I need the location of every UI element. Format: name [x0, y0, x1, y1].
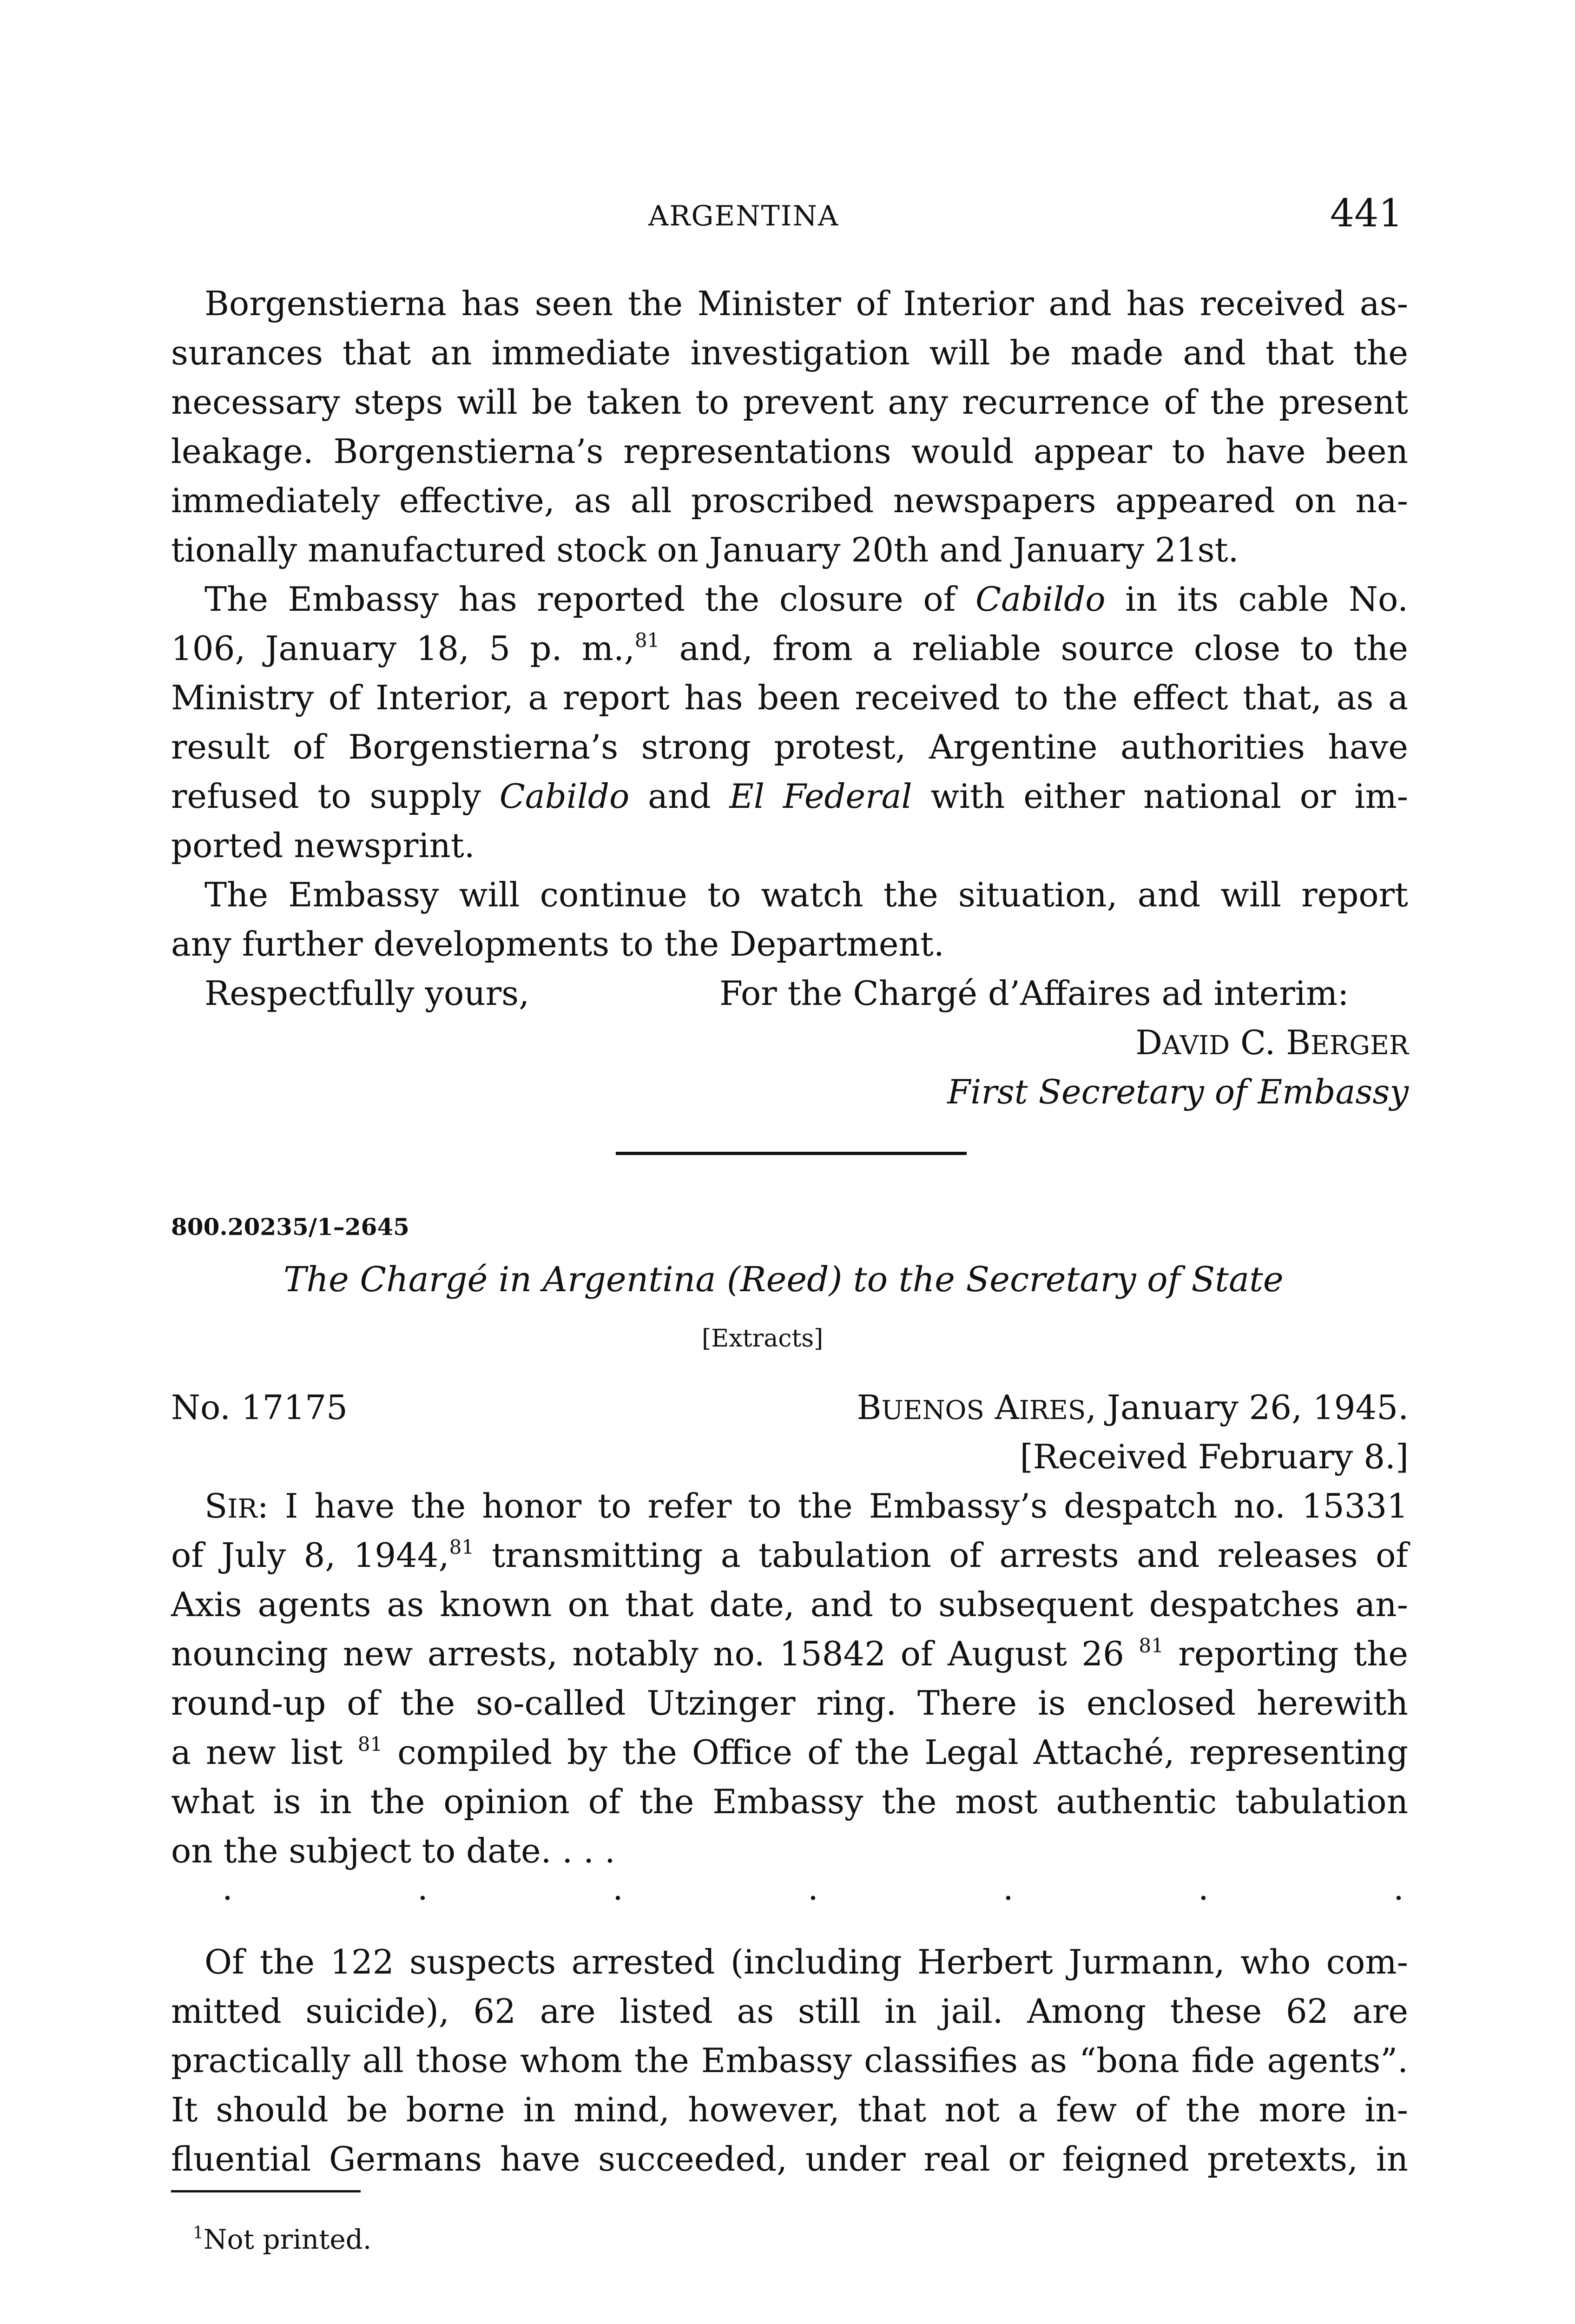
footnote-text: Not printed. — [203, 2224, 372, 2255]
dot: . — [1198, 1868, 1209, 1908]
extracts-label: [Extracts] — [702, 1325, 824, 1353]
text-line: The Embassy will continue to watch the situation, and will report — [204, 875, 1408, 914]
footnote-rule — [171, 2190, 361, 2192]
footnote — [193, 2221, 371, 2258]
place-and-date: BUENOS AIRES, January 26, 1945. — [857, 1388, 1409, 1427]
text-line: of July 8, 1944,81 transmitting a tabulation of arrests and releases of — [171, 1536, 1408, 1575]
footnote-ref: 81 — [1139, 1634, 1164, 1657]
dot: . — [613, 1868, 623, 1908]
text-line: round-up of the so-called Utzinger ring. There is enclosed herewith — [171, 1684, 1408, 1723]
text-line: Axis agents as known on that date, and to subsequent despatches an- — [171, 1585, 1408, 1624]
text-line: fluential Germans have succeeded, under real or feigned pretexts, in — [171, 2139, 1408, 2179]
running-title: ARGENTINA — [648, 200, 839, 232]
text-line: ported newsprint. — [171, 826, 475, 865]
text-line: practically all those whom the Embassy classifies as “bona fide agents”. — [171, 2041, 1408, 2080]
dot: . — [222, 1868, 233, 1908]
dot: . — [1393, 1868, 1404, 1908]
text-line: refused to supply Cabildo and El Federal with either national or im- — [171, 777, 1409, 816]
text-line: what is in the opinion of the Embassy the most authentic tabulation — [171, 1782, 1408, 1821]
text-line: immediately effective, as all proscribed newspapers appeared on na- — [171, 481, 1408, 520]
dot: . — [1003, 1868, 1014, 1908]
text-line: mitted suicide), 62 are listed as still in jail. Among these 62 are — [171, 1992, 1408, 2031]
text-line: surances that an immediate investigation will be made and that the — [171, 333, 1408, 372]
text-line: a new list $^{81}$ compiled by the Office of the Legal Attaché, representing — [171, 1733, 1408, 1772]
footnote-ref: 81 — [357, 1733, 383, 1756]
text-line: necessary steps will be taken to prevent any recurrence of the present — [171, 383, 1408, 422]
text-line: any further developments to the Department. — [171, 924, 944, 964]
omission-dots — [0, 1868, 1575, 1920]
received-date: [Received February 8.] — [1020, 1437, 1409, 1476]
text-line: It should be borne in mind, however, that not a few of the more in- — [171, 2090, 1408, 2129]
text-line: leakage. Borgenstierna’s representations would appear to have been — [171, 432, 1408, 471]
signer-name: DAVID C. BERGER — [1135, 1023, 1409, 1062]
section-divider — [616, 1152, 967, 1155]
text-line: SIR: I have the honor to refer to the Embassy’s despatch no. 15331 — [204, 1486, 1408, 1525]
text-line: 106, January 18, 5 p. m.,$^{81}$ and, from a reliable source close to the — [171, 629, 1409, 668]
footnote-mark: 1 — [193, 2224, 204, 2243]
text-line: nouncing new arrests, notably no. 15842 of August 26 $^{81}$ reporting the — [171, 1634, 1409, 1673]
document-heading: The Chargé in Argentina (Reed) to the Secretary of State — [283, 1260, 1284, 1300]
closing-for-charge: For the Chargé d’Affaires ad interim: — [719, 974, 1349, 1013]
file-number: 800.20235/1–2645 — [171, 1213, 409, 1241]
dot: . — [808, 1868, 818, 1908]
text-line: The Embassy has reported the closure of Cabildo in its cable No. — [204, 580, 1408, 619]
page-number: 441 — [1330, 191, 1403, 236]
text-line: tionally manufactured stock on January 20th and January 21st. — [171, 530, 1239, 569]
text-line: Of the 122 suspects arrested (including Herbert Jurmann, who com- — [204, 1942, 1408, 1981]
text-line: Borgenstierna has seen the Minister of Interior and has received as- — [204, 284, 1408, 323]
despatch-number: No. 17175 — [171, 1388, 348, 1427]
footnote-ref: 81 — [634, 629, 660, 652]
text-line: Ministry of Interior, a report has been received to the effect that, as a — [171, 678, 1408, 717]
footnote-ref: 81 — [449, 1536, 474, 1558]
text-line: result of Borgenstierna’s strong protest, Argentine authorities have — [171, 727, 1408, 766]
dot: . — [417, 1868, 428, 1908]
closing-respectfully: Respectfully yours, — [204, 974, 530, 1013]
signer-title: First Secretary of Embassy — [947, 1072, 1409, 1111]
text-line: on the subject to date. . . . — [171, 1831, 615, 1870]
